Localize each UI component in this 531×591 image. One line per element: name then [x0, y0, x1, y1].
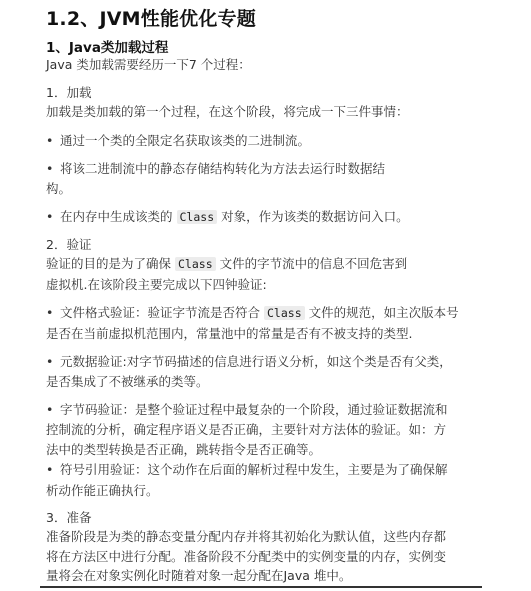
- step-3-title: 3．准备: [46, 510, 92, 525]
- bullet-icon: •: [46, 161, 54, 176]
- list-item-continuation: 构。: [46, 181, 72, 196]
- list-item-continuation: 法中的类型转换是否正确，跳转指令是否正确等。: [46, 442, 322, 457]
- list-item-text: 通过一个类的全限定名获取该类的二进制流。: [60, 133, 311, 148]
- lead-text: 验证的目的是为了确保: [46, 256, 172, 271]
- bullet-icon: •: [46, 462, 54, 477]
- step-1-title: 1．加载: [46, 85, 92, 100]
- bullet-icon: •: [46, 402, 54, 417]
- list-item: [46, 303, 459, 321]
- list-item: [46, 460, 448, 478]
- list-item-text: 将该二进制流中的静态存储结构转化为方法去运行时数据结: [60, 161, 386, 176]
- list-item-text: 文件格式验证：验证字节流是否符合: [60, 305, 261, 320]
- step-1-lead: 加载是类加载的第一个过程，在这个阶段，将完成一下三件事情：: [46, 104, 409, 119]
- list-item-text: 在内存中生成该类的: [60, 209, 173, 224]
- bullet-icon: •: [46, 305, 54, 320]
- paragraph-line: 量将会在对象实例化时随着对象一起分配在Java 堆中。: [46, 568, 352, 583]
- step-2-title: 2．验证: [46, 237, 92, 252]
- list-item-text: 对象，作为该类的数据访问入口。: [221, 209, 409, 224]
- list-item: [46, 400, 448, 418]
- page-title: 1.2、JVM性能优化专题: [46, 8, 256, 30]
- inline-code: Class: [177, 210, 218, 224]
- inline-code: Class: [264, 306, 305, 320]
- list-item: [46, 131, 310, 149]
- paragraph-line: 准备阶段是为类的静态变量分配内存并将其初始化为默认值，这些内存都: [46, 529, 447, 544]
- step-2-lead: [46, 254, 407, 272]
- list-item-text: 文件的规范，如主次版本号: [308, 305, 459, 320]
- list-item-continuation: 是否集成了不被继承的类等。: [46, 374, 209, 389]
- bullet-icon: •: [46, 209, 54, 224]
- paragraph-line: 将在方法区中进行分配。准备阶段不分配类中的实例变量的内存，实例变: [46, 549, 447, 564]
- list-item-continuation: 析动作能正确执行。: [46, 483, 159, 498]
- step-2-lead-line2: 虚拟机.在该阶段主要完成以下四钟验证:: [46, 277, 267, 292]
- bottom-divider: [40, 586, 482, 588]
- list-item-continuation: 是否在当前虚拟机范围内，常量池中的常量是否有不被支持的类型.: [46, 326, 413, 341]
- bullet-icon: •: [46, 133, 54, 148]
- list-item: [46, 207, 409, 225]
- list-item-text: 符号引用验证：这个动作在后面的解析过程中发生，主要是为了确保解: [60, 462, 448, 477]
- bullet-icon: •: [46, 354, 54, 369]
- list-item-text: 元数据验证:对字节码描述的信息进行语义分析，如这个类是否有父类，: [60, 354, 452, 369]
- list-item: [46, 159, 385, 177]
- lead-text: 文件的字节流中的信息不回危害到: [219, 256, 408, 271]
- inline-code: Class: [175, 257, 216, 271]
- list-item: [46, 352, 452, 370]
- section-subheading: 1、Java类加载过程: [46, 40, 169, 56]
- list-item-continuation: 控制流的分析，确定程序语义是否正确，主要针对方法体的验证。如：方: [46, 422, 447, 437]
- list-item-text: 字节码验证：是整个验证过程中最复杂的一个阶段，通过验证数据流和: [60, 402, 448, 417]
- intro-text: Java 类加载需要经历一下7 个过程：: [46, 57, 251, 72]
